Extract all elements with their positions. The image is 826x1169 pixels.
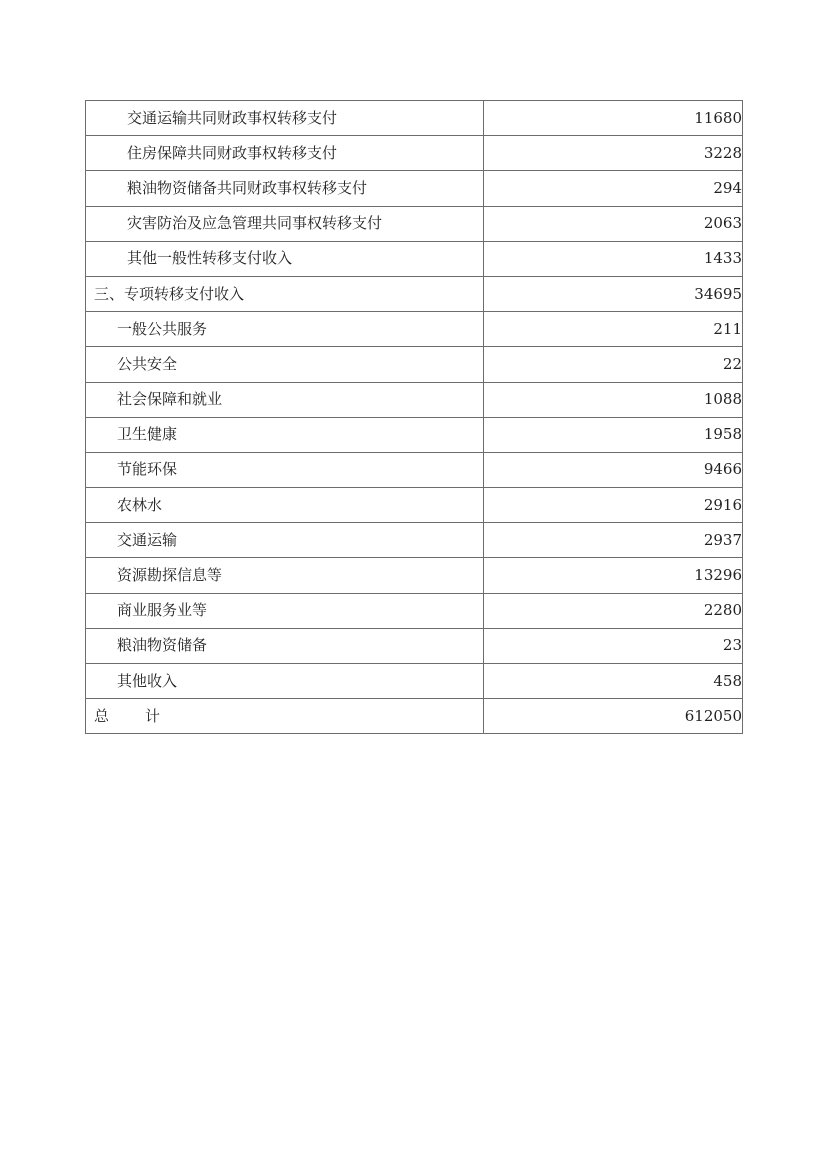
row-value: 22	[484, 347, 743, 382]
row-label: 商业服务业等	[86, 593, 484, 628]
row-label: 其他收入	[86, 664, 484, 699]
row-label: 灾害防治及应急管理共同事权转移支付	[86, 206, 484, 241]
row-value: 11680	[484, 101, 743, 136]
row-value: 2280	[484, 593, 743, 628]
table-row	[86, 452, 743, 487]
row-value: 458	[484, 664, 743, 699]
row-value: 2063	[484, 206, 743, 241]
row-value: 1433	[484, 241, 743, 276]
row-value: 9466	[484, 452, 743, 487]
total-label-part1: 总	[94, 706, 110, 725]
table-row	[86, 593, 743, 628]
row-value: 2916	[484, 488, 743, 523]
table-row	[86, 241, 743, 276]
budget-table	[85, 100, 743, 734]
row-label: 一般公共服务	[86, 312, 484, 347]
row-value: 294	[484, 171, 743, 206]
row-value: 23	[484, 628, 743, 663]
table-row	[86, 628, 743, 663]
section-value: 34695	[484, 276, 743, 311]
table-row	[86, 523, 743, 558]
table-row	[86, 206, 743, 241]
table-row-total	[86, 699, 743, 734]
table-row	[86, 664, 743, 699]
row-value: 211	[484, 312, 743, 347]
row-value: 2937	[484, 523, 743, 558]
row-label: 粮油物资储备	[86, 628, 484, 663]
row-label: 农林水	[86, 488, 484, 523]
row-value: 13296	[484, 558, 743, 593]
row-value: 1088	[484, 382, 743, 417]
table-row	[86, 171, 743, 206]
row-label: 交通运输	[86, 523, 484, 558]
row-label: 社会保障和就业	[86, 382, 484, 417]
table-row	[86, 558, 743, 593]
row-label: 卫生健康	[86, 417, 484, 452]
row-label: 资源勘探信息等	[86, 558, 484, 593]
table-row-section	[86, 276, 743, 311]
section-label: 三、专项转移支付收入	[86, 276, 484, 311]
row-label: 公共安全	[86, 347, 484, 382]
row-value: 3228	[484, 136, 743, 171]
row-label: 节能环保	[86, 452, 484, 487]
row-label: 住房保障共同财政事权转移支付	[86, 136, 484, 171]
table-row	[86, 136, 743, 171]
total-label	[86, 699, 484, 734]
table-row	[86, 101, 743, 136]
row-label: 粮油物资储备共同财政事权转移支付	[86, 171, 484, 206]
table-row	[86, 382, 743, 417]
row-value: 1958	[484, 417, 743, 452]
total-value: 612050	[484, 699, 743, 734]
row-label: 其他一般性转移支付收入	[86, 241, 484, 276]
table-row	[86, 312, 743, 347]
total-label-part2: 计	[145, 706, 161, 725]
table-row	[86, 347, 743, 382]
table-row	[86, 488, 743, 523]
row-label: 交通运输共同财政事权转移支付	[86, 101, 484, 136]
table-row	[86, 417, 743, 452]
